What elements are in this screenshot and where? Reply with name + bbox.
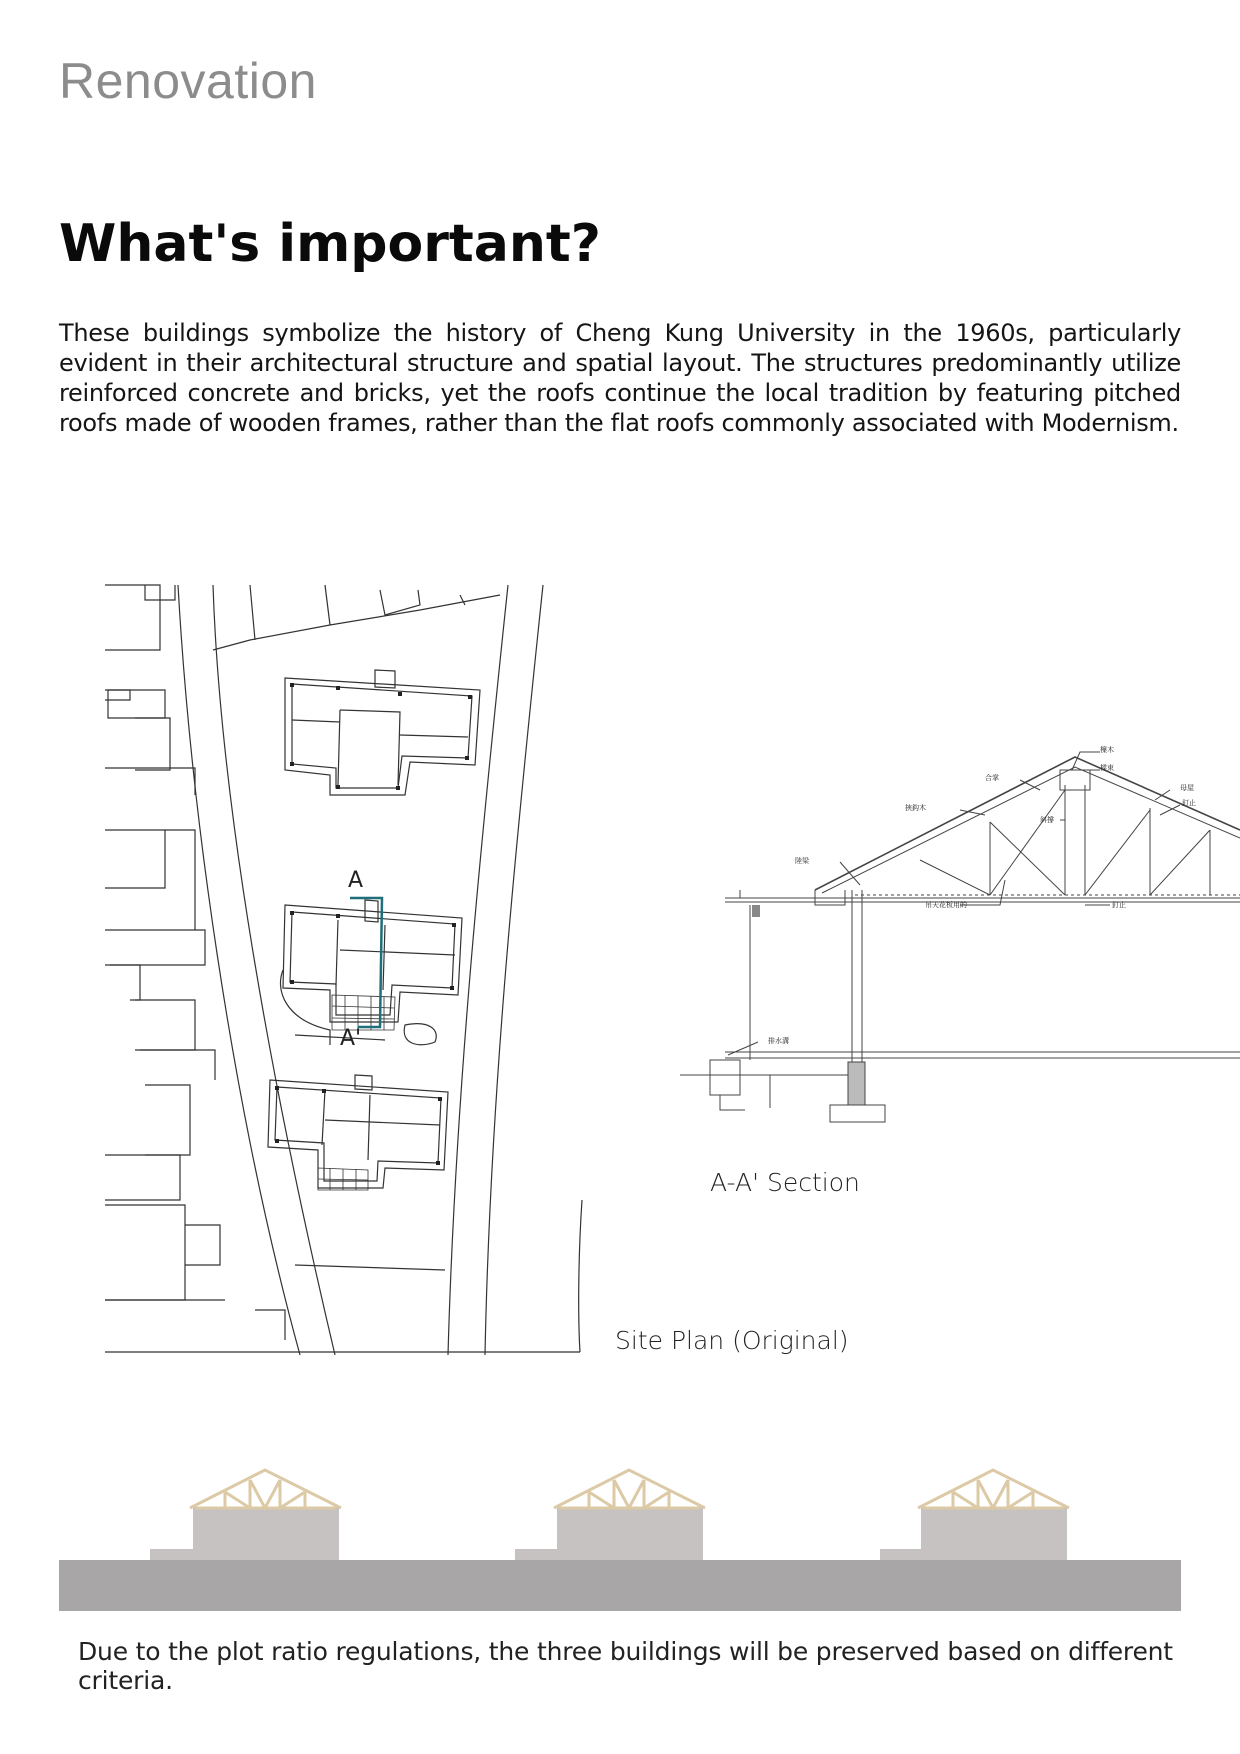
section-label-drain: 排水溝	[768, 1038, 789, 1045]
building-2	[515, 1470, 705, 1560]
ground-band	[59, 1560, 1181, 1611]
section-label-purlin: 檁木	[1100, 747, 1114, 754]
section-caption: A-A' Section	[710, 1168, 860, 1197]
elevation-note: Due to the plot ratio regulations, the three buildings will be preserved based on different criteria.	[78, 1637, 1173, 1695]
section-marker-a: A	[348, 868, 364, 893]
section-label-ceiling-hanger: 吊天花板用的	[925, 902, 967, 909]
section-label-beam-tie: 樑束	[1100, 765, 1114, 772]
intro-paragraph: These buildings symbolize the history of Cheng Kung University in the 1960s, particularly evident in their architectural structure and spatial layout. The structures predominantly utilize reinforced concrete and bricks, yet the roofs continue the local tradition by featuring pitched roofs made of wooden frames, rather than the flat roofs commonly associated with Modernism.	[59, 319, 1181, 437]
site-plan-caption: Site Plan (Original)	[615, 1326, 849, 1355]
building-1	[150, 1470, 341, 1560]
section-label-title: Renovation	[59, 53, 317, 109]
section-label-nail-bottom: 釘止	[1112, 902, 1126, 909]
building-3	[880, 1470, 1069, 1560]
section-label-main-purlin: 母屋	[1180, 785, 1194, 792]
section-label-brace: 斜撐	[1040, 817, 1054, 824]
main-heading: What's important?	[59, 214, 601, 274]
section-label-nail-top: 釘止	[1182, 800, 1196, 807]
section-marker-a-prime: A'	[340, 1026, 362, 1051]
section-label-clamp-wood: 挾鈎木	[905, 805, 926, 812]
section-label-rafter-joint: 合掌	[985, 775, 999, 782]
section-label-tie-beam: 陸梁	[795, 858, 809, 865]
